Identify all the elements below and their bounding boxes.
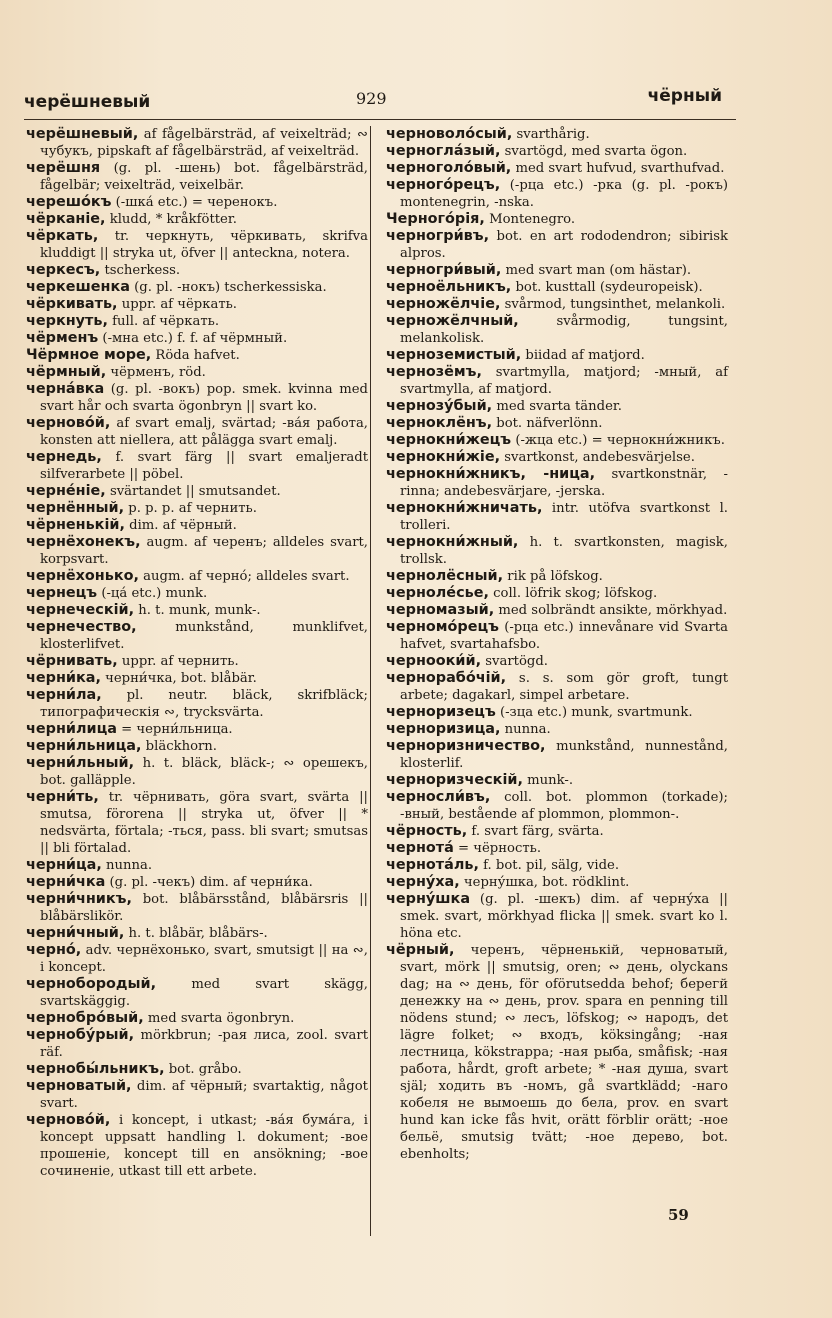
- entry-definition: (-шка́ etc.) = черенокъ.: [111, 195, 278, 210]
- left-running-headword: черёшневый: [24, 92, 151, 112]
- dictionary-entry: [386, 211, 728, 228]
- dictionary-entry: [386, 432, 728, 449]
- dictionary-entry: [386, 449, 728, 466]
- entry-headword: черни́льный,: [26, 755, 135, 771]
- dictionary-entry: [386, 177, 728, 211]
- entry-headword: черножёлчіе,: [386, 296, 501, 312]
- entry-headword: чернедь,: [26, 449, 102, 465]
- entry-definition: af fågelbärsträd, af veixelträd; ∾ чубукъ, pipskaft af fågelbärsträd, af veixelträd.: [40, 127, 368, 159]
- dictionary-entry: [386, 704, 728, 721]
- dictionary-entry: [26, 738, 368, 755]
- entry-definition: med svart skägg, svartskäggig.: [40, 977, 368, 1009]
- dictionary-entry: [386, 585, 728, 602]
- dictionary-entry: [26, 891, 368, 925]
- entry-definition: augm. af черно́; alldeles svart.: [138, 569, 350, 584]
- entry-definition: (-жца etc.) = чернокни́жникъ.: [511, 433, 725, 448]
- entry-headword: черни́чка: [26, 874, 106, 890]
- dictionary-entry: [386, 415, 728, 432]
- entry-headword: чернокни́жецъ: [386, 432, 512, 448]
- entry-definition: coll. löfrik skog; löfskog.: [488, 586, 658, 601]
- entry-definition: f. svart färg, svärta.: [467, 824, 604, 839]
- entry-headword: чёрность,: [386, 823, 468, 839]
- entry-headword: чернобородый,: [26, 976, 157, 992]
- dictionary-entry: [386, 262, 728, 279]
- dictionary-entry: [386, 126, 728, 143]
- entry-headword: черну́шка: [386, 891, 471, 907]
- entry-headword: чёрнивать,: [26, 653, 118, 669]
- dictionary-entry: [386, 313, 728, 347]
- entry-headword: чернокни́жіе,: [386, 449, 501, 465]
- dictionary-entry: [26, 415, 368, 449]
- entry-headword: чернооки́й,: [386, 653, 482, 669]
- entry-headword: черешо́къ: [26, 194, 112, 210]
- dictionary-entry: [386, 364, 728, 398]
- dictionary-entry: [386, 891, 728, 942]
- dictionary-entry: [386, 347, 728, 364]
- dictionary-entry: [26, 789, 368, 857]
- dictionary-entry: [26, 449, 368, 483]
- dictionary-entry: [386, 296, 728, 313]
- column-divider: [370, 126, 371, 1236]
- entry-headword: чёрный,: [386, 942, 455, 958]
- dictionary-entry: [26, 296, 368, 313]
- dictionary-entry: [26, 976, 368, 1010]
- entry-definition: чёрменъ, röd.: [106, 365, 206, 380]
- entry-definition: med svarta tänder.: [492, 399, 622, 414]
- entry-definition: bot. kusttall (sydeuropeisk).: [511, 280, 703, 295]
- entry-headword: чернобу́рый,: [26, 1027, 135, 1043]
- entry-definition: med svarta ögonbryn.: [143, 1011, 295, 1026]
- entry-definition: svartkonstnär, -rinna; andebesvärjare, -jerska.: [400, 467, 729, 499]
- dictionary-entry: [26, 160, 368, 194]
- entry-definition: (-зца etc.) munk, svartmunk.: [495, 705, 693, 720]
- entry-headword: черноризецъ: [386, 704, 496, 720]
- entry-definition: svårmod, tungsinthet, melankoli.: [500, 297, 726, 312]
- entry-definition: af svart emalj, svärtad; -ва́я работа, konsten att niellera, att pålägga svart emalj.: [40, 416, 368, 448]
- entry-headword: черно́,: [26, 942, 82, 958]
- dictionary-entry: [386, 534, 728, 568]
- entry-definition: munk-.: [522, 773, 574, 788]
- entry-headword: Чёрмное море,: [26, 347, 152, 363]
- page-header: [24, 86, 722, 114]
- entry-definition: tr. чёрнивать, göra svart, svärta || smutsa, förorena || stryka ut, öfver || * nedsvärta, förtala; -ться, pass. bli svart; smutsas || bli förtalad.: [40, 790, 368, 856]
- entry-headword: чернокни́жникъ, -ница,: [386, 466, 596, 482]
- entry-headword: чернецъ: [26, 585, 98, 601]
- entry-headword: черни́ть,: [26, 789, 99, 805]
- entry-headword: чёрмный,: [26, 364, 107, 380]
- entry-definition: (g. pl. -шекъ) dim. af черну́ха || smek. svart, mörkhyad flicka || smek. svart ko l. höna etc.: [400, 892, 728, 941]
- dictionary-entry: [386, 738, 728, 772]
- entry-headword: черне́ніе,: [26, 483, 106, 499]
- entry-headword: черногри́въ,: [386, 228, 490, 244]
- entry-headword: черномо́рецъ: [386, 619, 499, 635]
- entry-definition: (-рца etc.) innevånare vid Svarta hafvet, svartahafsbo.: [400, 620, 728, 652]
- entry-definition: svartmylla, matjord; -мный, af svartmylla, af matjord.: [400, 365, 728, 397]
- dictionary-entry: [26, 687, 368, 721]
- dictionary-entry: [386, 228, 728, 262]
- entry-headword: чернокни́жный,: [386, 534, 519, 550]
- entry-definition: pl. neutr. bläck, skrifbläck; типографическія ∾, trycksvärta.: [40, 688, 368, 720]
- dictionary-entry: [26, 585, 368, 602]
- entry-headword: чернозёмъ,: [386, 364, 482, 380]
- dictionary-entry: [26, 619, 368, 653]
- entry-headword: черни́лица: [26, 721, 117, 737]
- entry-definition: nunna.: [101, 858, 153, 873]
- entry-headword: черёшневый,: [26, 126, 139, 142]
- dictionary-entry: [26, 1010, 368, 1027]
- entry-definition: (-мна etc.) f. f. af чёрмный.: [98, 331, 288, 346]
- dictionary-entry: [26, 517, 368, 534]
- entry-definition: intr. utöfva svartkonst l. trolleri.: [400, 501, 728, 533]
- entry-headword: черну́ха,: [386, 874, 460, 890]
- entry-headword: черкешенка: [26, 279, 130, 295]
- entry-headword: чернота́ль,: [386, 857, 479, 873]
- entry-headword: черёшня: [26, 160, 101, 176]
- entry-headword: черногла́зый,: [386, 143, 501, 159]
- entry-headword: чёрненькій,: [26, 517, 125, 533]
- entry-headword: черноризческій,: [386, 772, 523, 788]
- dictionary-entry: [26, 942, 368, 976]
- dictionary-entry: [26, 653, 368, 670]
- entry-headword: чернечество,: [26, 619, 137, 635]
- entry-definition: munkstånd, nunnestånd, klosterlif.: [400, 739, 728, 771]
- dictionary-entry: [26, 755, 368, 789]
- dictionary-entry: [386, 670, 728, 704]
- dictionary-entry: [386, 279, 728, 296]
- entry-definition: med svart hufvud, svarthufvad.: [511, 161, 725, 176]
- entry-definition: dim. af чёрный.: [124, 518, 237, 533]
- entry-definition: i koncept, i utkast; -ва́я бума́га, i koncept uppsatt handling l. dokument; -вое прошеніе, koncept till en ansökning; -вое сочиненіе, utkast till ett arbete.: [40, 1113, 368, 1179]
- entry-headword: чернолёсный,: [386, 568, 504, 584]
- entry-definition: uppr. af чёркать.: [117, 297, 237, 312]
- entry-headword: черкесъ,: [26, 262, 101, 278]
- entry-definition: = черни́льница.: [116, 722, 233, 737]
- entry-headword: черна́вка: [26, 381, 105, 397]
- entry-headword: чернёхонекъ,: [26, 534, 141, 550]
- entry-definition: черни́чка, bot. blåbär.: [100, 671, 257, 686]
- dictionary-entry: [26, 211, 368, 228]
- entry-headword: черноземистый,: [386, 347, 522, 363]
- entry-headword: чёркать,: [26, 228, 99, 244]
- entry-definition: svarthårig.: [512, 127, 590, 142]
- entry-headword: черносли́въ,: [386, 789, 491, 805]
- dictionary-entry: [26, 670, 368, 687]
- entry-definition: med svart man (om hästar).: [501, 263, 692, 278]
- entry-definition: bot. näfverlönn.: [492, 416, 603, 431]
- dictionary-entry: [26, 602, 368, 619]
- entry-headword: черкнуть,: [26, 313, 108, 329]
- dictionary-entry: [386, 840, 728, 857]
- signature-number: 59: [668, 1206, 689, 1224]
- entry-definition: uppr. af чернить.: [117, 654, 239, 669]
- dictionary-entry: [386, 619, 728, 653]
- right-running-headword: чёрный: [647, 86, 722, 106]
- entry-definition: bot. gråbo.: [164, 1062, 242, 1077]
- page-number: 929: [356, 89, 387, 108]
- entry-definition: svartögd, med svarta ögon.: [500, 144, 688, 159]
- dictionary-entry: [26, 857, 368, 874]
- entry-definition: svartkonst, andebesvärjelse.: [500, 450, 695, 465]
- dictionary-entry: [26, 262, 368, 279]
- entry-headword: черни́льница,: [26, 738, 142, 754]
- dictionary-entry: [386, 398, 728, 415]
- entry-definition: med solbrändt ansikte, mörkhyad.: [494, 603, 728, 618]
- right-column: [386, 126, 728, 1163]
- entry-headword: черножёлчный,: [386, 313, 519, 329]
- entry-headword: чёрканіе,: [26, 211, 106, 227]
- entry-definition: svärtandet || smutsandet.: [105, 484, 281, 499]
- entry-headword: черни́ла,: [26, 687, 102, 703]
- entry-definition: (g. pl. -чекъ) dim. af черни́ка.: [105, 875, 313, 890]
- dictionary-entry: [26, 721, 368, 738]
- entry-definition: h. t. blåbär, blåbärs-.: [124, 926, 268, 941]
- entry-definition: (g. pl. -нокъ) tscherkessiska.: [129, 280, 327, 295]
- dictionary-entry: [386, 143, 728, 160]
- entry-headword: черново́й,: [26, 1112, 111, 1128]
- entry-headword: чернёхонько,: [26, 568, 139, 584]
- entry-definition: svårmodig, tungsint, melankolisk.: [400, 314, 728, 346]
- dictionary-entry: [386, 772, 728, 789]
- dictionary-entry: [26, 483, 368, 500]
- entry-definition: p. p. p. af чернить.: [124, 501, 257, 516]
- dictionary-entry: [386, 466, 728, 500]
- dictionary-entry: [26, 364, 368, 381]
- entry-headword: чернорабо́чій,: [386, 670, 507, 686]
- entry-headword: черноголо́вый,: [386, 160, 512, 176]
- entry-definition: (g. pl. -шень) bot. fågelbärsträd, fågelbär; veixelträd, veixelbär.: [40, 161, 368, 193]
- dictionary-entry: [26, 874, 368, 891]
- entry-definition: dim. af чёрный; svartaktig, något svart.: [40, 1079, 368, 1111]
- entry-definition: h. t. munk, munk-.: [134, 603, 261, 618]
- entry-headword: черново́й,: [26, 415, 111, 431]
- dictionary-entry: [26, 925, 368, 942]
- header-rule: [24, 119, 736, 120]
- entry-headword: чернозу́бый,: [386, 398, 493, 414]
- entry-headword: черни́чный,: [26, 925, 125, 941]
- dictionary-entry: [386, 568, 728, 585]
- entry-headword: черногри́вый,: [386, 262, 502, 278]
- dictionary-entry: [386, 160, 728, 177]
- entry-headword: черномазый,: [386, 602, 495, 618]
- dictionary-entry: [386, 823, 728, 840]
- dictionary-entry: [386, 874, 728, 891]
- left-column: [26, 126, 368, 1180]
- entry-definition: bot. en art rododendron; sibirisk alpros.: [400, 229, 728, 261]
- dictionary-entry: [386, 942, 728, 1163]
- entry-headword: черни́ца,: [26, 857, 102, 873]
- dictionary-entry: [386, 721, 728, 738]
- entry-definition: = чёрность.: [453, 841, 542, 856]
- entry-headword: чернеческій,: [26, 602, 135, 618]
- entry-definition: s. s. som gör groft, tungt arbete; dagakarl, simpel arbetare.: [400, 671, 728, 703]
- entry-definition: kludd, * kråkfötter.: [105, 212, 237, 227]
- dictionary-entry: [26, 126, 368, 160]
- entry-definition: Röda hafvet.: [151, 348, 240, 363]
- entry-definition: черенъ, чёрненькій, черноватый, svart, mörk || smutsig, oren; ∾ день, olyckans dag; на ∾ день, för oförutsedda behof; берегй денежку на ∾ день, prov. spara en penning till nödens stund; ∾ лесъ, löfskog; ∾ народъ, det lägre folket; ∾ входъ, köksingång; -ная лестница, kökstrappa; -ная рыба, småfisk; -ная работа, hårdt, groft arbete; * -ная душа, svart själ; ходить въ -номъ, gå svartklädd; -наго кобеля не вымоешь до бела, prov. en svart hund kan icke fås hvit, orätt förblir orätt; -ное бельё, smutsig tvätt; -ное дерево, bot. ebenholts;: [400, 943, 728, 1162]
- entry-headword: черного́рецъ,: [386, 177, 501, 193]
- entry-definition: h. t. svartkonsten, magisk, trollsk.: [400, 535, 728, 567]
- entry-definition: mörkbrun; -рая лиса, zool. svart räf.: [40, 1028, 368, 1060]
- entry-headword: чёркивать,: [26, 296, 118, 312]
- entry-definition: (-рца etc.) -рка (g. pl. -рокъ) montenegrin, -nska.: [400, 178, 728, 210]
- entry-headword: чернокни́жничать,: [386, 500, 543, 516]
- entry-headword: черноволо́сый,: [386, 126, 513, 142]
- entry-definition: bläckhorn.: [141, 739, 217, 754]
- entry-definition: Montenegro.: [484, 212, 576, 227]
- entry-headword: черноризничество,: [386, 738, 546, 754]
- entry-definition: (g. pl. -вокъ) pop. smek. kvinna med svart hår och svarta ögonbryn || svart ko.: [40, 382, 368, 414]
- entry-headword: черноклёнъ,: [386, 415, 493, 431]
- dictionary-entry: [26, 1027, 368, 1061]
- dictionary-entry: [26, 1061, 368, 1078]
- entry-definition: tr. черкнуть, чёркивать, skrifva kluddigt || stryka ut, öfver || anteckna, notera.: [40, 229, 368, 261]
- entry-definition: svartögd.: [481, 654, 548, 669]
- entry-definition: munkstånd, munklifvet, klosterlifvet.: [40, 620, 368, 652]
- entry-headword: чернобро́вый,: [26, 1010, 144, 1026]
- dictionary-entry: [386, 789, 728, 823]
- entry-headword: черни́ка,: [26, 670, 101, 686]
- entry-definition: full. af чёркать.: [107, 314, 220, 329]
- entry-headword: черноле́сье,: [386, 585, 489, 601]
- entry-headword: чёрменъ: [26, 330, 99, 346]
- entry-headword: черноватый,: [26, 1078, 132, 1094]
- dictionary-entry: [26, 228, 368, 262]
- dictionary-entry: [26, 381, 368, 415]
- entry-definition: tscherkess.: [100, 263, 181, 278]
- entry-headword: черноризица,: [386, 721, 501, 737]
- dictionary-entry: [26, 500, 368, 517]
- entry-headword: черни́чникъ,: [26, 891, 132, 907]
- dictionary-entry: [26, 568, 368, 585]
- dictionary-entry: [26, 279, 368, 296]
- entry-definition: h. t. bläck, bläck-; ∾ орешекъ, bot. galläpple.: [40, 756, 368, 788]
- entry-definition: augm. af черенъ; alldeles svart, korpsvart.: [40, 535, 368, 567]
- dictionary-entry: [26, 194, 368, 211]
- dictionary-entry: [386, 602, 728, 619]
- dictionary-entry: [26, 330, 368, 347]
- dictionary-entry: [26, 1112, 368, 1180]
- dictionary-entry: [386, 857, 728, 874]
- entry-definition: coll. bot. plommon (torkade); -вный, bestående af plommon, plommon-.: [400, 790, 728, 822]
- entry-headword: чернота́: [386, 840, 454, 856]
- entry-headword: Черного́рія,: [386, 211, 485, 227]
- entry-definition: f. bot. pil, sälg, vide.: [478, 858, 620, 873]
- dictionary-entry: [386, 653, 728, 670]
- dictionary-entry: [26, 534, 368, 568]
- dictionary-entry: [26, 313, 368, 330]
- entry-definition: f. svart färg || svart emaljeradt silfverarbete || pöbel.: [40, 450, 368, 482]
- entry-headword: чернённый,: [26, 500, 125, 516]
- dictionary-entry: [386, 500, 728, 534]
- entry-definition: rik på löfskog.: [503, 569, 603, 584]
- entry-headword: черноёльникъ,: [386, 279, 512, 295]
- entry-definition: biidad af matjord.: [521, 348, 645, 363]
- dictionary-entry: [26, 347, 368, 364]
- entry-definition: adv. чернёхонько, svart, smutsigt || на ∾, i koncept.: [40, 943, 368, 975]
- dictionary-entry: [26, 1078, 368, 1112]
- entry-definition: (-ца́ etc.) munk.: [97, 586, 208, 601]
- entry-definition: nunna.: [500, 722, 551, 737]
- entry-headword: чернобы́льникъ,: [26, 1061, 165, 1077]
- entry-definition: bot. blåbärsstånd, blåbärsris || blåbärslikör.: [40, 892, 368, 924]
- entry-definition: черну́шка, bot. rödklint.: [459, 875, 630, 890]
